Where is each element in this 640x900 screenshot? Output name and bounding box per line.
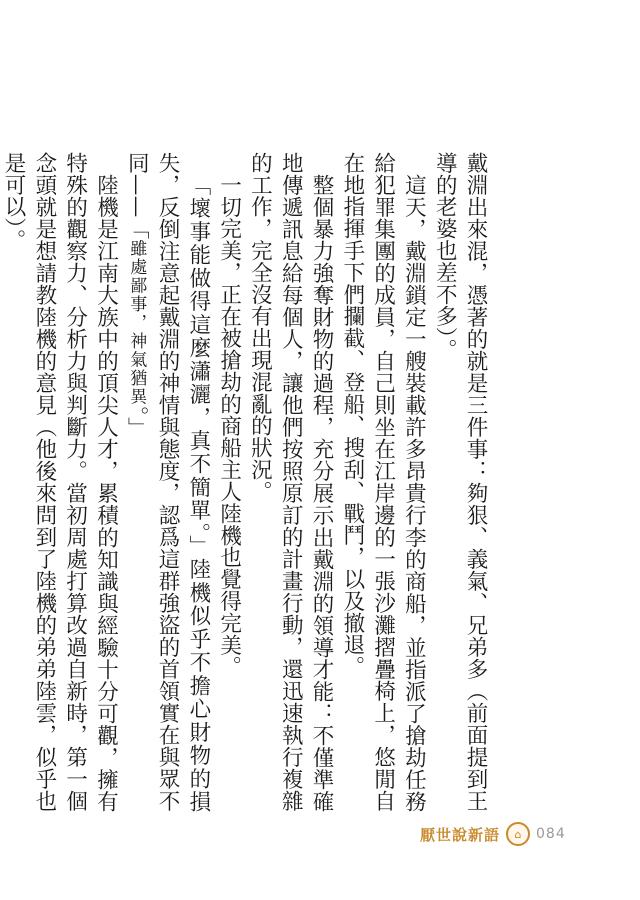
paragraph-text: 一切完美，正在被搶劫的商船主人陸機也覺得完美。 bbox=[216, 173, 242, 678]
paragraph-text: 。」 bbox=[124, 406, 150, 440]
paragraph-p1 bbox=[428, 152, 490, 812]
paragraph-text: 戴淵出來混，憑著的就是三件事：夠狠、義氣、兄弟多（前面提到王導的老婆也差不多）。 bbox=[432, 152, 488, 812]
book-title: 厭世說新語 bbox=[420, 825, 501, 844]
paragraph-text: 整個暴力強奪財物的過程，充分展示出戴淵的領導才能：不僅準確地傳遞訊息給每個人，讓他們按照原訂的計畫行動，還迅速執行複雜的工作，完全沒有出現混亂的狀況。 bbox=[247, 152, 335, 812]
paragraph-p3 bbox=[244, 152, 336, 812]
vertical-text-body bbox=[1, 152, 490, 812]
paragraph-p4 bbox=[213, 152, 244, 812]
classical-quote: 雖處鄙事，神氣猶異 bbox=[126, 239, 147, 407]
page-number: 084 bbox=[536, 826, 566, 842]
paragraph-text: 陸機是江南大族中的頂尖人才，累積的知識與經驗十分可觀，擁有特殊的觀察力、分析力與判斷力。當初周處打算改過自新時，第一個念頭就是想請教陸機的意見（他後來問到了陸機的弟弟陸雲，似乎也是可以）。 bbox=[1, 152, 119, 812]
page-footer bbox=[420, 822, 566, 846]
paragraph-p5 bbox=[120, 152, 212, 812]
paragraph-text: 這天，戴淵鎖定一艘裝載許多昂貴行李的商船，並指派了搶劫任務給犯罪集團的成員，自己則坐在江岸邊的一張沙灘摺疊椅上，悠閒自在地指揮手下們攔截、登船、搜刮、戰鬥，以及撤退。 bbox=[339, 152, 427, 812]
paragraph-p2 bbox=[336, 152, 428, 812]
book-logo-icon: ⌂ bbox=[506, 822, 530, 846]
paragraph-p6 bbox=[0, 152, 120, 812]
paragraph-text: 「壞事能做得這麼瀟灑，真不簡單。」陸機似乎不擔心財物的損失，反倒注意起戴淵的神情與態度，認爲這群強盜的首領實在與眾不同——「 bbox=[124, 152, 211, 812]
